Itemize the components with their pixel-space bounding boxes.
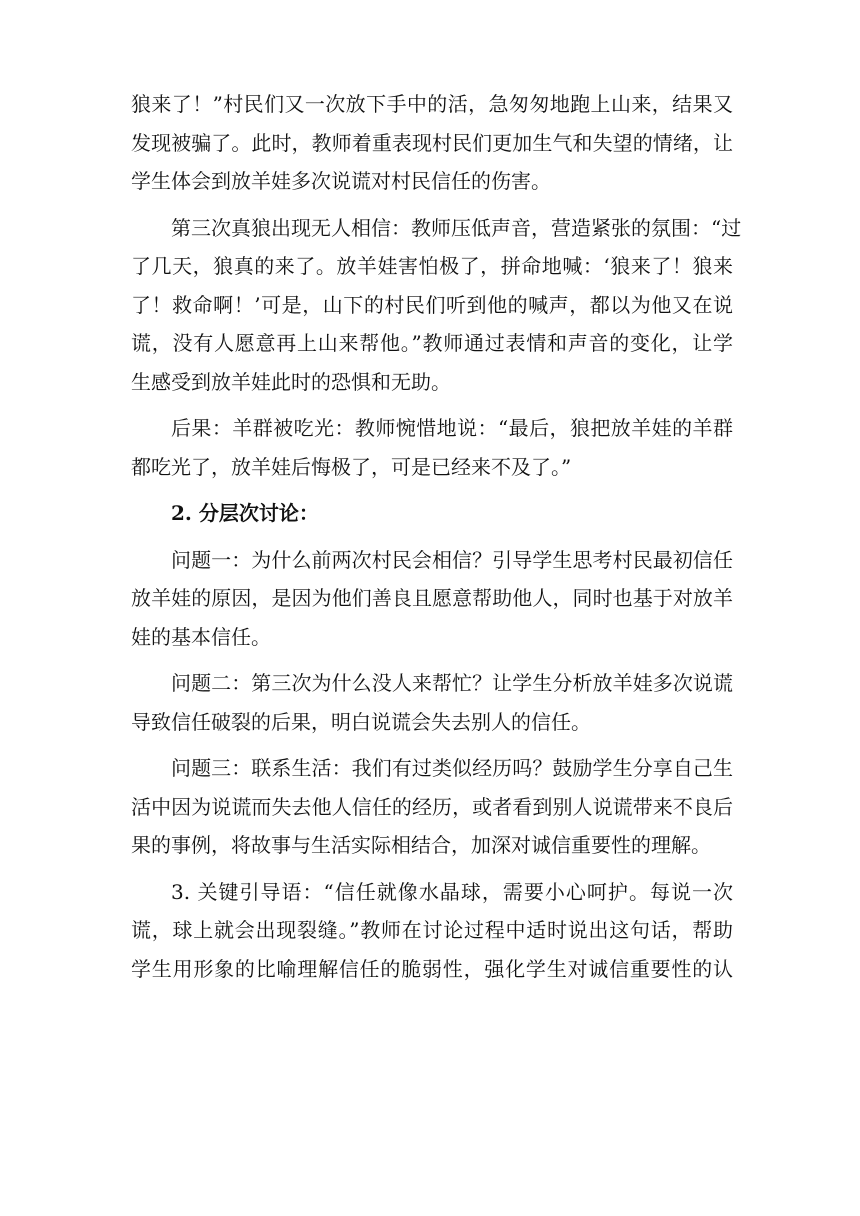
text-line: 娃的基本信任。 [131, 624, 271, 649]
paragraph-question-three [131, 749, 733, 865]
text-line: 生感受到放羊娃此时的恐惧和无助。 [131, 369, 451, 394]
text-line: 第三次真狼出现无人相信：教师压低声音，营造紧张的氛围：“过 [171, 215, 742, 240]
text-line: 放羊娃的原因，是因为他们善良且愿意帮助他人，同时也基于对放羊 [131, 586, 733, 610]
text-line: 学生体会到放羊娃多次说谎对村民信任的伤害。 [131, 169, 551, 193]
text-line: 学生用形象的比喻理解信任的脆弱性，强化学生对诚信重要性的认 [131, 956, 733, 981]
paragraph-story-second-lie [131, 85, 733, 201]
paragraph-key-guidance [131, 873, 733, 989]
text-line: 3. 关键引导语：“信任就像水晶球，需要小心呵护。每说一次 [171, 879, 733, 904]
paragraph-question-two [131, 664, 733, 741]
text-line: 问题二：第三次为什么没人来帮忙？让学生分析放羊娃多次说谎 [171, 671, 733, 695]
text-line: 发现被骗了。此时，教师着重表现村民们更加生气和失望的情绪，让 [131, 130, 733, 155]
text-line: 问题一：为什么前两次村民会相信？引导学生思考村民最初信任 [171, 547, 733, 572]
document-body [131, 85, 742, 996]
text-line: 后果：羊群被吃光：教师惋惜地说：“最后，狼把放羊娃的羊群 [171, 416, 733, 440]
text-line: 都吃光了，放羊娃后悔极了，可是已经来不及了。” [131, 454, 572, 479]
section-heading-discussion [131, 494, 733, 533]
paragraph-story-third-time [131, 209, 742, 402]
text-line: 狼来了！”村民们又一次放下手中的活，急匆匆地跑上山来，结果又 [131, 92, 733, 116]
paragraph-question-one [131, 541, 733, 657]
text-line: 谎，球上就会出现裂缝。”教师在讨论过程中适时说出这句话，帮助 [131, 918, 733, 942]
text-line: 导致信任破裂的后果，明白说谎会失去别人的信任。 [131, 709, 591, 734]
text-line: 问题三：联系生活：我们有过类似经历吗？鼓励学生分享自己生 [171, 756, 733, 780]
heading-text: 2. 分层次讨论： [171, 501, 319, 525]
text-line: 了几天，狼真的来了。放羊娃害怕极了，拼命地喊：‘狼来了！狼来 [131, 254, 733, 278]
paragraph-story-consequence [131, 409, 733, 486]
text-line: 了！救命啊！’可是，山下的村民们听到他的喊声，都以为他又在说 [131, 292, 733, 317]
text-line: 果的事例，将故事与生活实际相结合，加深对诚信重要性的理解。 [131, 833, 711, 857]
text-line: 谎，没有人愿意再上山来帮他。”教师通过表情和声音的变化，让学 [131, 331, 733, 355]
text-line: 活中因为说谎而失去他人信任的经历，或者看到别人说谎带来不良后 [131, 794, 733, 819]
